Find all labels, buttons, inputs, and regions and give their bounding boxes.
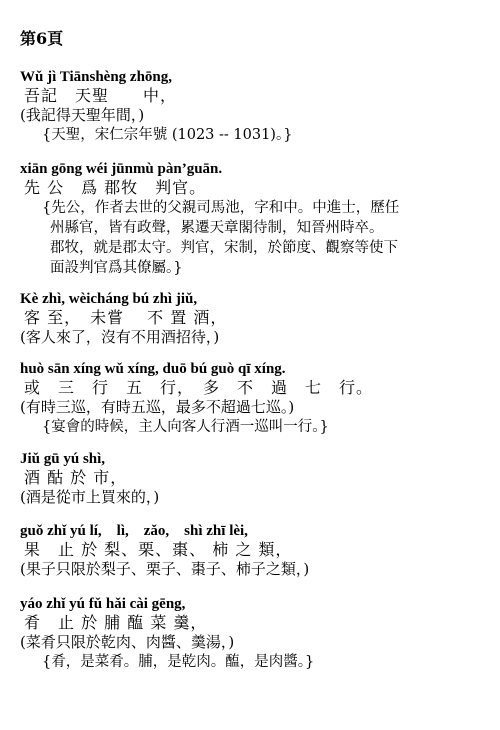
- pinyin-line: Jiǔ gū yú shì,: [20, 451, 106, 467]
- annotation-line: 面設判官爲其僚屬。}: [50, 260, 183, 276]
- chinese-line: 或 三 行 五 行， 多 不 過 七 行。: [24, 378, 374, 397]
- pinyin-line: huò sān xíng wǔ xíng, duō bú guò qī xíng.: [20, 361, 286, 377]
- translation-line: (果子只限於梨子、栗子、棗子、柿子之類，): [20, 560, 310, 578]
- annotation-line: 州縣官，皆有政聲，累遷天章閣待制，知晉州時卒。: [50, 220, 384, 236]
- pinyin-line: Wǔ jì Tiānshèng zhōng,: [20, 69, 172, 85]
- chinese-line: 肴 止 於 脯 醢 菜 羹，: [24, 613, 208, 632]
- verse-entry-1: [20, 68, 490, 145]
- annotation-line: {天聖，宋仁宗年號 (1023 -- 1031)。}: [42, 127, 293, 143]
- annotation-line: {宴會的時候，主人向客人行酒一巡叫一行。}: [42, 419, 329, 435]
- chinese-line: 客 至， 未嘗 不 置 酒，: [24, 308, 228, 327]
- pinyin-line: Kè zhì, wèicháng bú zhì jiǔ,: [20, 291, 198, 307]
- verse-entry-4: [20, 360, 490, 437]
- chinese-line: 果 止 於 梨、栗、棗、 柿 之 類，: [24, 540, 293, 559]
- verse-entry-3: [20, 290, 490, 347]
- chinese-line: 酒 酤 於 市，: [24, 468, 128, 487]
- pinyin-line: xiān gōng wéi jūnmù pàn’guān.: [20, 161, 223, 177]
- translation-line: (有時三巡，有時五巡，最多不超過七巡。): [20, 398, 295, 416]
- verse-entry-6: [20, 522, 490, 579]
- pinyin-line: guǒ zhǐ yú lí, lì, zǎo, shì zhī lèi,: [20, 523, 248, 539]
- translation-line: (我記得天聖年間，): [20, 106, 145, 124]
- translation-line: (菜肴只限於乾肉、肉醬、羹湯，): [20, 633, 235, 651]
- page-number: 第6頁: [20, 29, 64, 48]
- chinese-line: 吾記 天聖 中，: [24, 86, 178, 105]
- pinyin-line: yáo zhǐ yú fǔ hǎi cài gēng,: [20, 596, 186, 612]
- translation-line: (酒是從市上買來的，): [20, 488, 160, 506]
- verse-entry-7: [20, 595, 490, 672]
- verse-entry-2: [20, 160, 490, 278]
- annotation-line: {肴，是菜肴。脯，是乾肉。醢，是肉醬。}: [42, 654, 315, 670]
- annotation-line: 郡牧，就是郡太守。判官，宋制，於節度、觀察等使下: [50, 240, 398, 256]
- chinese-line: 先 公 爲 郡牧 判官。: [24, 178, 207, 197]
- annotation-line: {先公，作者去世的父親司馬池，字和中。中進士，歷任: [42, 200, 400, 216]
- translation-line: (客人來了，沒有不用酒招待，): [20, 328, 220, 346]
- verse-entry-5: [20, 450, 490, 507]
